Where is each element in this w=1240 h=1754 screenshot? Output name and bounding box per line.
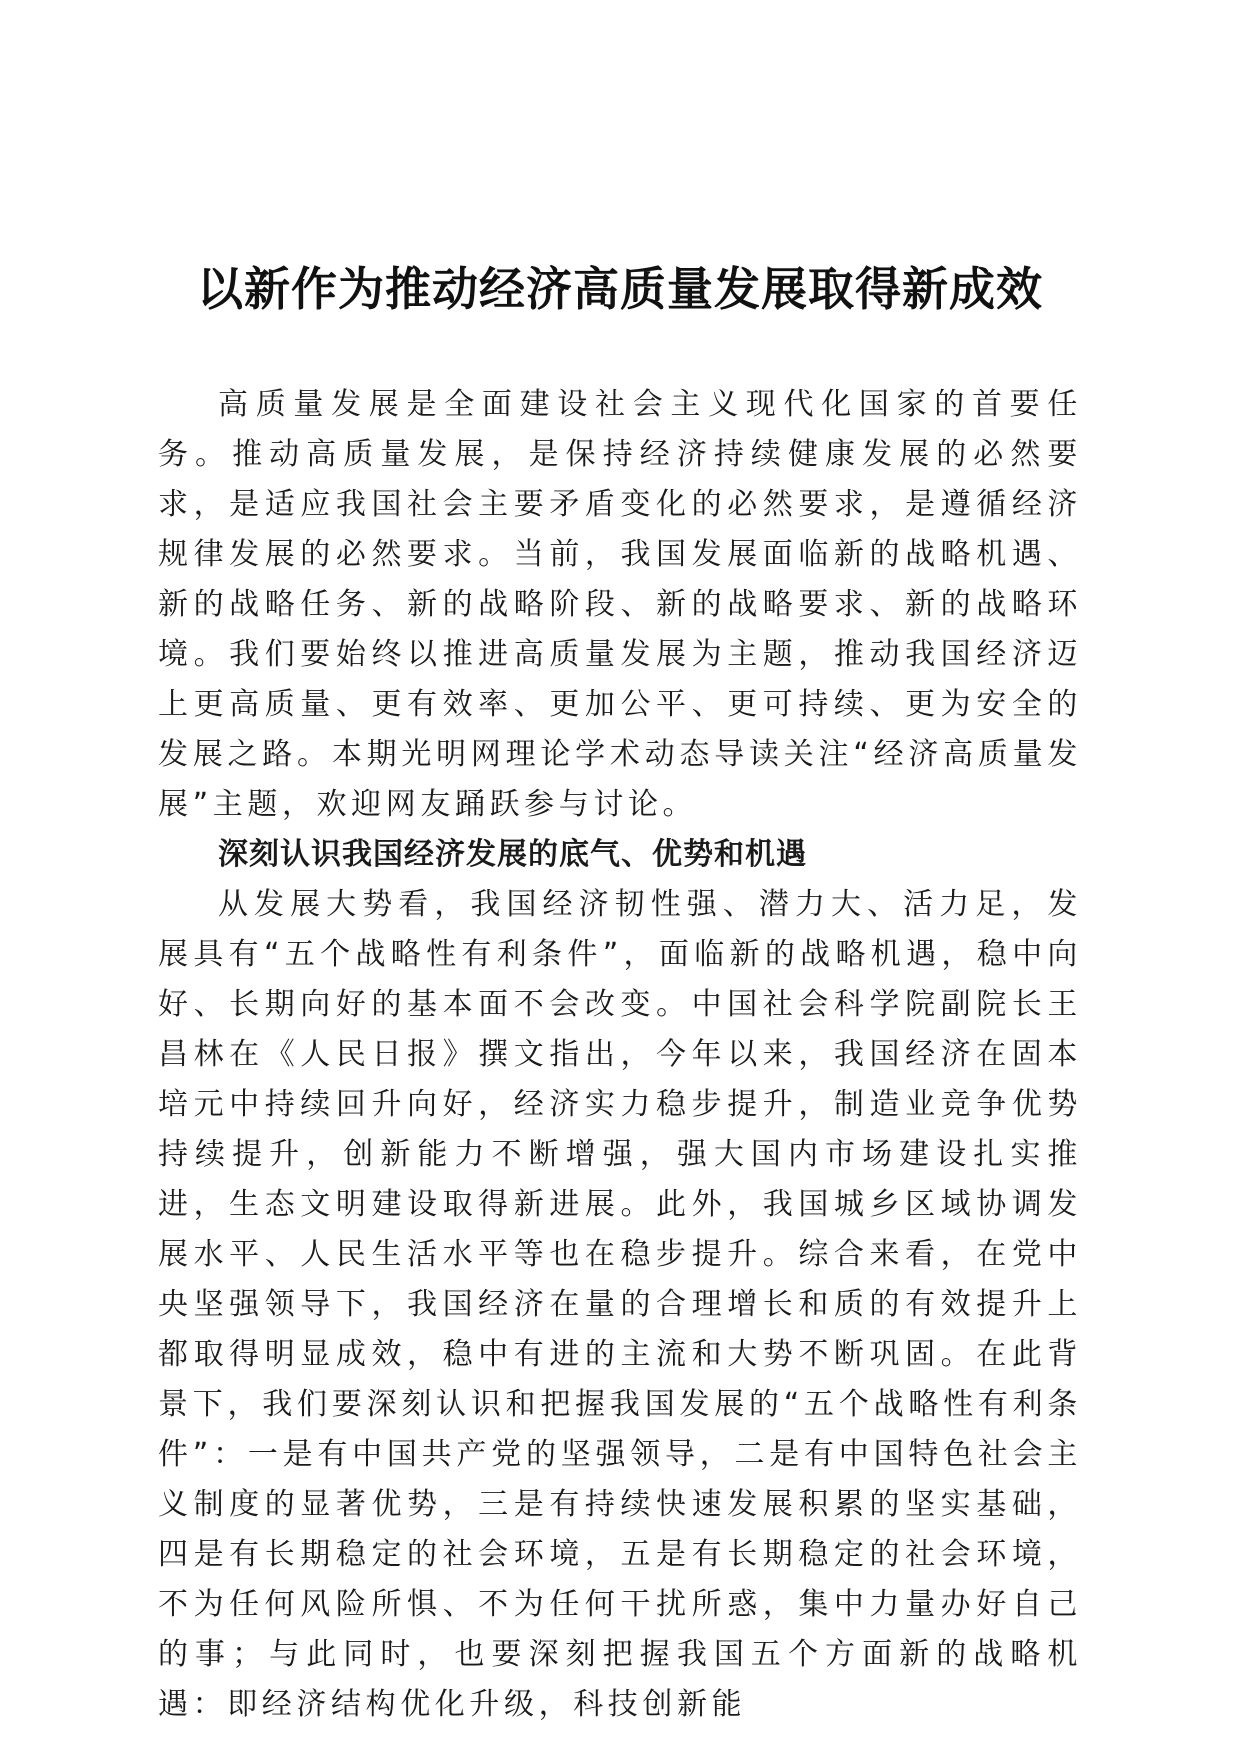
section-heading: 深刻认识我国经济发展的底气、优势和机遇 xyxy=(218,837,807,872)
document-title: 以新作为推动经济高质量发展取得新成效 xyxy=(197,261,1043,316)
intro-paragraph: 高质量发展是全面建设社会主义现代化国家的首要任务。推动高质量发展，是保持经济持续健康发展的必然要求，是适应我国社会主要矛盾变化的必然要求，是遵循经济规律发展的必然要求。当前，我国发展面临新的战略机遇、新的战略任务、新的战略阶段、新的战略要求、新的战略环境。我们要始终以推进高质量发展为主题，推动我国经济迈上更高质量、更有效率、更加公平、更可持续、更为安全的发展之路。本期光明网理论学术动态导读关注“经济高质量发展”主题，欢迎网友踊跃参与讨论。 xyxy=(158,387,1082,822)
section-paragraph: 从发展大势看，我国经济韧性强、潜力大、活力足，发展具有“五个战略性有利条件”，面临新的战略机遇，稳中向好、长期向好的基本面不会改变。中国社会科学院副院长王昌林在《人民日报》撰文指出，今年以来，我国经济在固本培元中持续回升向好，经济实力稳步提升，制造业竞争优势持续提升，创新能力不断增强，强大国内市场建设扎实推进，生态文明建设取得新进展。此外，我国城乡区域协调发展水平、人民生活水平等也在稳步提升。综合来看，在党中央坚强领导下，我国经济在量的合理增长和质的有效提升上都取得明显成效，稳中有进的主流和大势不断巩固。在此背景下，我们要深刻认识和把握我国发展的“五个战略性有利条件”：一是有中国共产党的坚强领导，二是有中国特色社会主义制度的显著优势，三是有持续快速发展积累的坚实基础，四是有长期稳定的社会环境，五是有长期稳定的社会环境，不为任何风险所惧、不为任何干扰所惑，集中力量办好自己的事；与此同时，也要深刻把握我国五个方面新的战略机遇：即经济结构优化升级，科技创新能 xyxy=(158,887,1082,1722)
document-body xyxy=(158,380,1082,1730)
